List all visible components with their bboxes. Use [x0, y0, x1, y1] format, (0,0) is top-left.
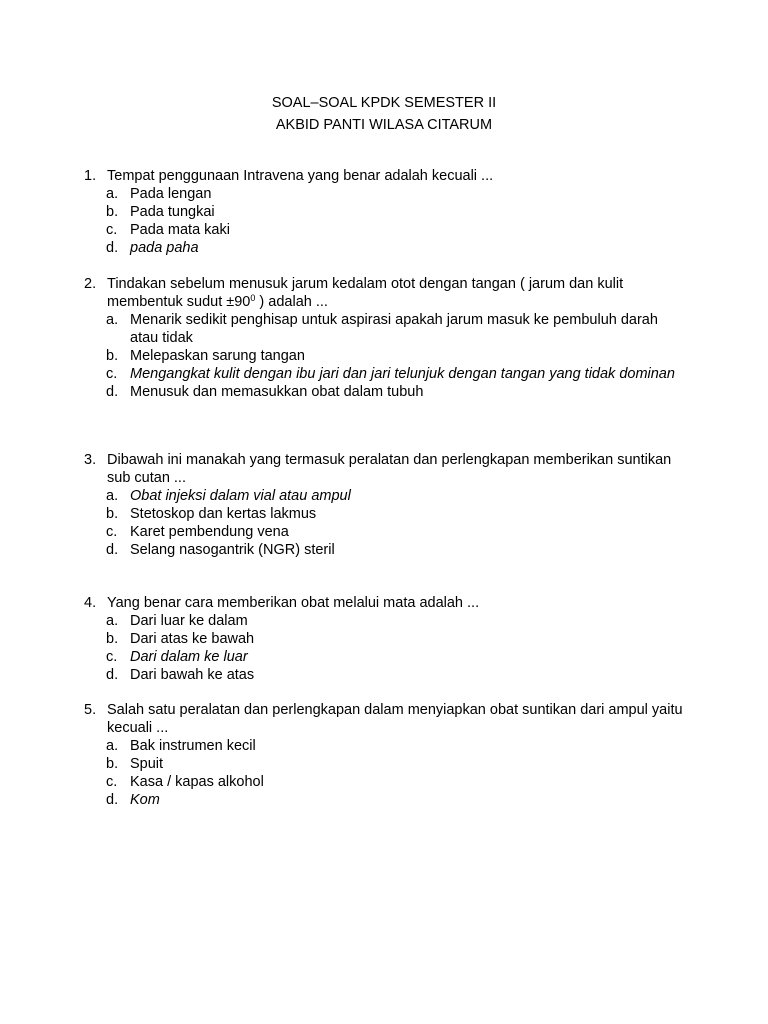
option-letter: a. [106, 613, 119, 629]
option-b [84, 203, 684, 221]
option-list [84, 311, 684, 401]
option-letter: b. [106, 204, 119, 220]
option-text: Dari bawah ke atas [130, 667, 255, 683]
degree-superscript: 0 [250, 293, 256, 303]
question-text: Dibawah ini manakah yang termasuk peralatan dan perlengkapan memberikan suntikan sub cutan ... [107, 452, 672, 486]
question-2 [84, 275, 684, 401]
option-list [84, 737, 684, 809]
option-list [84, 612, 684, 684]
question-stem [84, 451, 684, 487]
question-4 [84, 594, 684, 684]
option-a [84, 311, 684, 347]
question-number: 5. [84, 702, 97, 718]
option-d [84, 541, 684, 559]
option-letter: a. [106, 312, 119, 328]
question-number: 2. [84, 276, 97, 292]
option-text: Melepaskan sarung tangan [130, 348, 305, 364]
question-stem [84, 594, 684, 612]
option-letter: a. [106, 488, 119, 504]
option-letter: b. [106, 506, 119, 522]
option-a [84, 185, 684, 203]
option-c [84, 648, 684, 666]
question-stem [84, 701, 684, 737]
option-text-answer: Obat injeksi dalam vial atau ampul [130, 488, 351, 504]
option-text: Stetoskop dan kertas lakmus [130, 506, 317, 522]
option-letter: a. [106, 738, 119, 754]
option-text: Menarik sedikit penghisap untuk aspirasi apakah jarum masuk ke pembuluh darah atau tidak [130, 312, 658, 346]
option-text-answer: Dari dalam ke luar [130, 649, 248, 665]
option-d [84, 666, 684, 684]
question-stem [84, 167, 684, 185]
document-subtitle: AKBID PANTI WILASA CITARUM [275, 117, 493, 133]
option-text-answer: Mengangkat kulit dengan ibu jari dan jari telunjuk dengan tangan yang tidak dominan [130, 366, 675, 382]
question-1 [84, 167, 684, 257]
option-letter: b. [106, 348, 119, 364]
option-b [84, 347, 684, 365]
option-b [84, 505, 684, 523]
option-letter: c. [106, 366, 118, 382]
question-number: 4. [84, 595, 97, 611]
option-list [84, 185, 684, 257]
question-5 [84, 701, 684, 809]
option-letter: c. [106, 774, 118, 790]
option-text-answer: pada paha [130, 240, 199, 256]
question-text: Tempat penggunaan Intravena yang benar adalah kecuali ... [107, 168, 494, 184]
question-text: Yang benar cara memberikan obat melalui mata adalah ... [107, 595, 480, 611]
option-letter: d. [106, 542, 119, 558]
option-letter: d. [106, 792, 119, 808]
option-b [84, 630, 684, 648]
question-stem [84, 275, 684, 311]
option-a [84, 612, 684, 630]
option-text: Bak instrumen kecil [130, 738, 256, 754]
question-text: Salah satu peralatan dan perlengkapan dalam menyiapkan obat suntikan dari ampul yaitu kecuali ... [107, 702, 683, 736]
question-number: 3. [84, 452, 97, 468]
option-c [84, 523, 684, 541]
option-text: Kasa / kapas alkohol [130, 774, 264, 790]
option-text: Pada tungkai [130, 204, 215, 220]
option-text-answer: Kom [130, 792, 160, 808]
option-a [84, 737, 684, 755]
option-d [84, 239, 684, 257]
option-letter: c. [106, 222, 118, 238]
option-text: Dari atas ke bawah [130, 631, 255, 647]
option-letter: c. [106, 649, 118, 665]
option-text: Pada mata kaki [130, 222, 230, 238]
option-d [84, 383, 684, 401]
option-text: Pada lengan [130, 186, 212, 202]
option-letter: d. [106, 240, 119, 256]
option-letter: b. [106, 631, 119, 647]
option-c [84, 221, 684, 239]
option-c [84, 365, 684, 383]
option-text: Karet pembendung vena [130, 524, 289, 540]
option-letter: d. [106, 384, 119, 400]
option-c [84, 773, 684, 791]
question-number: 1. [84, 168, 97, 184]
option-list [84, 487, 684, 559]
option-letter: c. [106, 524, 118, 540]
option-text: Menusuk dan memasukkan obat dalam tubuh [130, 384, 424, 400]
question-text: Tindakan sebelum menusuk jarum kedalam otot dengan tangan ( jarum dan kulit membentuk sudut ±90 [107, 276, 624, 310]
question-text-end: ) adalah ... [255, 294, 328, 310]
option-b [84, 755, 684, 773]
option-letter: b. [106, 756, 119, 772]
option-a [84, 487, 684, 505]
option-text: Dari luar ke dalam [130, 613, 248, 629]
option-letter: d. [106, 667, 119, 683]
option-text: Selang nasogantrik (NGR) steril [130, 542, 335, 558]
question-3 [84, 451, 684, 559]
document-title: SOAL–SOAL KPDK SEMESTER II [271, 95, 497, 111]
option-letter: a. [106, 186, 119, 202]
document-header [0, 92, 768, 136]
option-d [84, 791, 684, 809]
option-text: Spuit [130, 756, 164, 772]
